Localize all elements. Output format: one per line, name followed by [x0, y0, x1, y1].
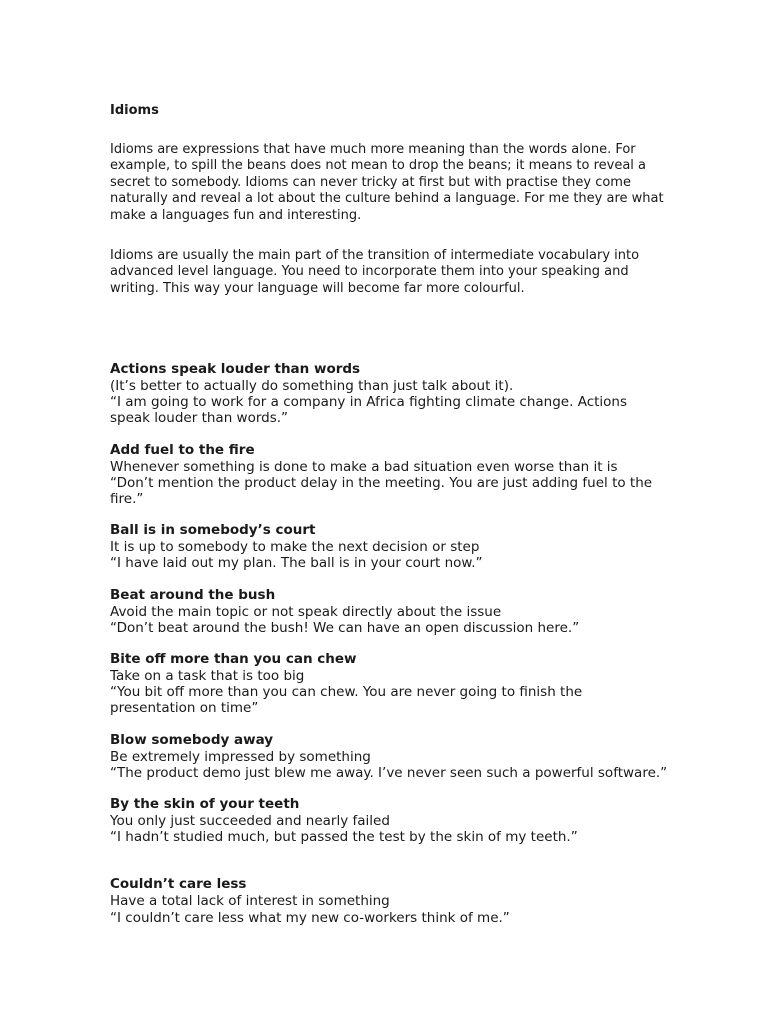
idiom-name: Couldn’t care less [110, 876, 247, 893]
idiom-example: “Don’t beat around the bush! We can have an open discussion here.” [110, 619, 580, 636]
idiom-entry [110, 442, 670, 508]
idiom-example: “You bit off more than you can chew. You are never going to finish the presentation on time” [110, 684, 583, 717]
idiom-meaning: Avoid the main topic or not speak directly about the issue [110, 603, 502, 620]
idiom-name: Blow somebody away [110, 731, 274, 748]
idiom-entry [110, 361, 670, 427]
idiom-example: “I have laid out my plan. The ball is in your court now.” [110, 555, 483, 572]
idiom-name: Actions speak louder than words [110, 361, 361, 377]
idiom-example: “Don’t mention the product delay in the meeting. You are just adding fuel to the fire.” [110, 474, 653, 508]
idiom-name: Bite off more than you can chew [110, 651, 357, 668]
document-title: Idioms [110, 103, 159, 118]
idiom-meaning: It is up to somebody to make the next decision or step [110, 539, 480, 556]
idiom-name: By the skin of your teeth [110, 796, 300, 813]
idiom-name: Ball is in somebody’s court [110, 522, 316, 539]
idiom-entry [110, 522, 670, 571]
idiom-entry [110, 587, 670, 636]
idiom-meaning: Take on a task that is too big [110, 668, 305, 685]
idiom-meaning: (It’s better to actually do something than just talk about it). [110, 378, 514, 394]
idiom-name: Add fuel to the fire [110, 441, 255, 458]
idiom-example: “The product demo just blew me away. I’ve never seen such a powerful software.” [110, 764, 668, 781]
idiom-entry [110, 796, 670, 845]
idiom-entry [110, 651, 670, 717]
idiom-example: “I am going to work for a company in Africa fighting climate change. Actions speak louder than words.” [110, 394, 628, 427]
idiom-entry [110, 732, 670, 781]
idiom-example: “I hadn’t studied much, but passed the test by the skin of my teeth.” [110, 829, 578, 846]
idiom-entry [110, 876, 670, 925]
idiom-meaning: You only just succeeded and nearly failed [110, 813, 390, 830]
intro-paragraph-1: Idioms are expressions that have much more meaning than the words alone. For example, to spill the beans does not mean to drop the beans; it means to reveal a secret to somebody. Idioms can never tricky at first but with practise they come naturally and reveal a lot about the culture behind a language. For me they are what make a languages fun and interesting. [110, 142, 664, 223]
idiom-meaning: Have a total lack of interest in something [110, 893, 390, 910]
idiom-list [110, 361, 670, 926]
idiom-meaning: Whenever something is done to make a bad situation even worse than it is [110, 458, 618, 475]
idiom-name: Beat around the bush [110, 586, 276, 603]
intro-paragraph-2: Idioms are usually the main part of the transition of intermediate vocabulary into advanced level language. You need to incorporate them into your speaking and writing. This way your language will become far more colourful. [110, 248, 640, 296]
idiom-meaning: Be extremely impressed by something [110, 748, 371, 765]
idiom-example: “I couldn’t care less what my new co-workers think of me.” [110, 909, 510, 926]
